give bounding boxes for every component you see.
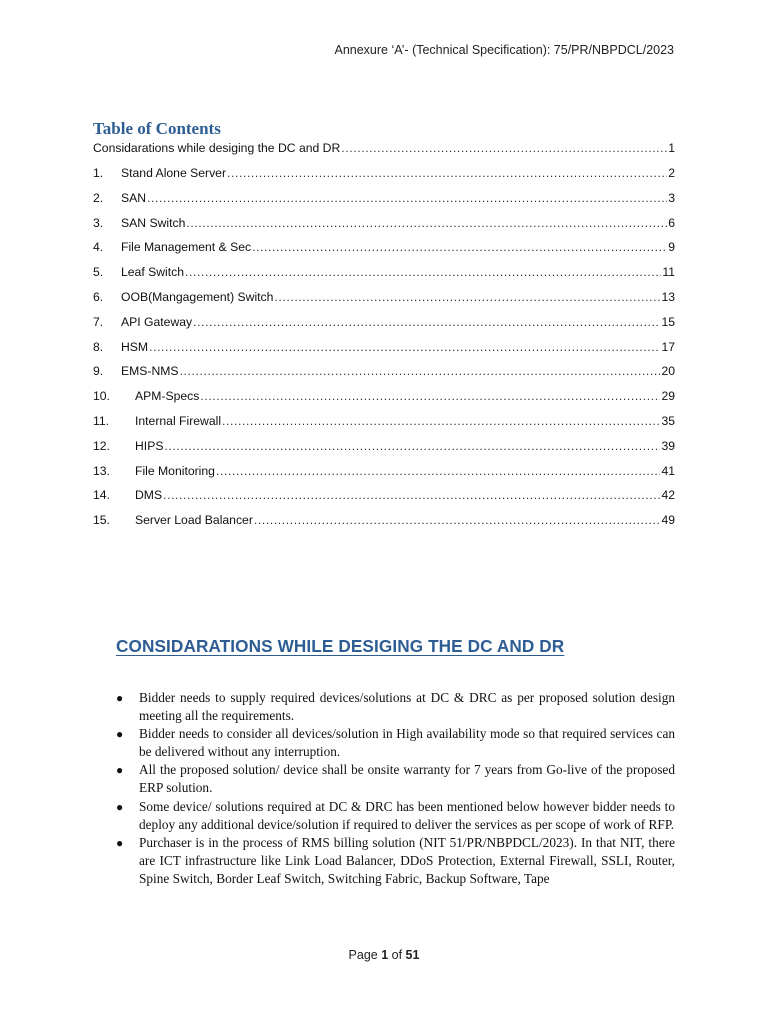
toc-list <box>93 166 675 538</box>
list-item <box>116 689 675 725</box>
toc-entry-page: 41 <box>661 463 675 478</box>
toc-entry[interactable] <box>93 340 675 365</box>
toc-entry-label: DMS <box>135 488 163 503</box>
toc-entry-number: 1. <box>93 166 104 180</box>
toc-entry[interactable] <box>93 290 675 315</box>
toc-entry-label: File Management & Sec <box>121 240 252 255</box>
toc-entry[interactable] <box>93 216 675 241</box>
requirements-list <box>116 689 675 888</box>
toc-entry-number: 14. <box>93 488 110 503</box>
toc-entry-number: 8. <box>93 339 104 354</box>
toc-entry-label: API Gateway <box>121 314 193 329</box>
toc-entry-page: 6 <box>668 215 675 230</box>
toc-leader-dots <box>222 414 660 428</box>
toc-entry-page: 39 <box>661 438 675 453</box>
toc-leader-dots <box>164 439 660 453</box>
page-header: Annexure ‘A’- (Technical Specification): 75/PR/NBPDCL/2023 <box>334 43 674 57</box>
toc-entry-number: 9. <box>93 364 104 379</box>
toc-leader-dots <box>185 265 661 279</box>
toc-entry[interactable] <box>93 265 675 290</box>
toc-entry-page: 9 <box>668 240 675 255</box>
toc-entry[interactable] <box>93 364 675 389</box>
bullet-icon: ● <box>116 835 124 850</box>
table-of-contents <box>93 141 675 538</box>
toc-entry-page: 17 <box>661 339 675 354</box>
bullet-icon: ● <box>116 799 124 814</box>
toc-entry-label: SAN Switch <box>121 215 186 230</box>
toc-entry-number: 6. <box>93 289 104 304</box>
toc-entry-number: 15. <box>93 513 110 528</box>
toc-entry-label: EMS-NMS <box>121 364 179 379</box>
toc-entry-page: 3 <box>668 190 675 205</box>
toc-entry-page: 15 <box>661 314 675 329</box>
toc-entry-page: 1 <box>668 141 675 155</box>
toc-entry-considerations[interactable] <box>93 141 675 166</box>
page-footer <box>0 948 768 962</box>
toc-entry[interactable] <box>93 191 675 216</box>
toc-leader-dots <box>200 389 660 403</box>
toc-entry-label: Server Load Balancer <box>135 513 253 528</box>
footer-total-pages: 51 <box>405 948 420 962</box>
toc-entry-number: 11. <box>93 413 110 428</box>
toc-leader-dots <box>216 464 661 478</box>
toc-entry-number: 4. <box>93 240 104 255</box>
toc-entry-label: HSM <box>121 339 149 354</box>
list-item-text: Some device/ solutions required at DC & DRC has been mentioned below however bidder needs to deploy any additional device/solution if required to deliver the services as per scope of work of RFP. <box>139 798 675 832</box>
toc-entry-label: File Monitoring <box>135 463 215 478</box>
toc-entry-label: Leaf Switch <box>121 265 185 280</box>
footer-of: of <box>388 948 406 962</box>
bullet-icon: ● <box>116 727 124 742</box>
toc-entry-page: 20 <box>661 364 675 379</box>
list-item-text: Bidder needs to supply required devices/solutions at DC & DRC as per proposed solution design meeting all the requirements. <box>139 690 675 724</box>
toc-leader-dots <box>274 290 660 304</box>
list-item <box>116 834 675 888</box>
toc-entry[interactable] <box>93 488 675 513</box>
toc-entry-label: Internal Firewall <box>135 413 222 428</box>
toc-leader-dots <box>186 216 667 230</box>
list-item <box>116 798 675 834</box>
list-item-text: Purchaser is in the process of RMS billing solution (NIT 51/PR/NBPDCL/2023). In that NIT, there are ICT infrastructure like Link Load Balancer, DDoS Protection, External Firewall, SSLI, Router, Spine Switch, Border Leaf Switch, Switching Fabric, Backup Software, Tape <box>139 834 675 886</box>
toc-leader-dots <box>149 340 660 354</box>
toc-entry-number: 13. <box>93 463 110 478</box>
toc-entry[interactable] <box>93 439 675 464</box>
toc-entry-number: 5. <box>93 265 104 280</box>
toc-entry[interactable] <box>93 166 675 191</box>
toc-entry[interactable] <box>93 414 675 439</box>
toc-leader-dots <box>193 315 660 329</box>
toc-entry-label: OOB(Mangagement) Switch <box>121 289 274 304</box>
footer-prefix: Page <box>348 948 382 962</box>
toc-entry-page: 13 <box>661 289 675 304</box>
toc-entry[interactable] <box>93 315 675 340</box>
toc-entry-number: 3. <box>93 215 104 230</box>
list-item <box>116 761 675 797</box>
list-item-text: Bidder needs to consider all devices/solution in High availability mode so that required services can be delivered without any interruption. <box>139 726 675 760</box>
toc-entry-number: 7. <box>93 314 104 329</box>
toc-leader-dots <box>163 488 660 502</box>
toc-entry[interactable] <box>93 240 675 265</box>
toc-title: Table of Contents <box>93 119 221 138</box>
toc-leader-dots <box>147 191 667 205</box>
toc-entry-number: 2. <box>93 190 104 205</box>
toc-entry-page: 49 <box>661 513 675 528</box>
toc-leader-dots <box>227 166 667 180</box>
bullet-icon: ● <box>116 763 124 778</box>
toc-entry-number: 10. <box>93 389 110 404</box>
toc-entry-number: 12. <box>93 438 110 453</box>
toc-leader-dots <box>341 141 667 155</box>
toc-entry-label: Considarations while desiging the DC and DR <box>93 141 341 155</box>
toc-entry-page: 29 <box>661 389 675 404</box>
bullet-icon: ● <box>116 691 124 705</box>
toc-entry[interactable] <box>93 513 675 538</box>
toc-entry-page: 42 <box>661 488 675 503</box>
toc-entry-page: 35 <box>661 413 675 428</box>
toc-entry-page: 11 <box>662 265 675 280</box>
section-heading: CONSIDARATIONS WHILE DESIGING THE DC AND DR <box>116 636 565 656</box>
footer-current-page: 1 <box>381 948 389 962</box>
toc-entry[interactable] <box>93 389 675 414</box>
toc-entry-page: 2 <box>668 166 675 180</box>
toc-entry-label: SAN <box>121 190 147 205</box>
toc-entry[interactable] <box>93 464 675 489</box>
toc-leader-dots <box>252 240 667 254</box>
list-item <box>116 725 675 761</box>
toc-entry-label: HIPS <box>135 438 164 453</box>
toc-leader-dots <box>254 513 661 527</box>
toc-leader-dots <box>180 364 661 378</box>
list-item-text: All the proposed solution/ device shall be onsite warranty for 7 years from Go-live of the proposed ERP solution. <box>139 762 675 796</box>
toc-entry-label: APM-Specs <box>135 389 200 404</box>
toc-entry-label: Stand Alone Server <box>121 166 227 180</box>
